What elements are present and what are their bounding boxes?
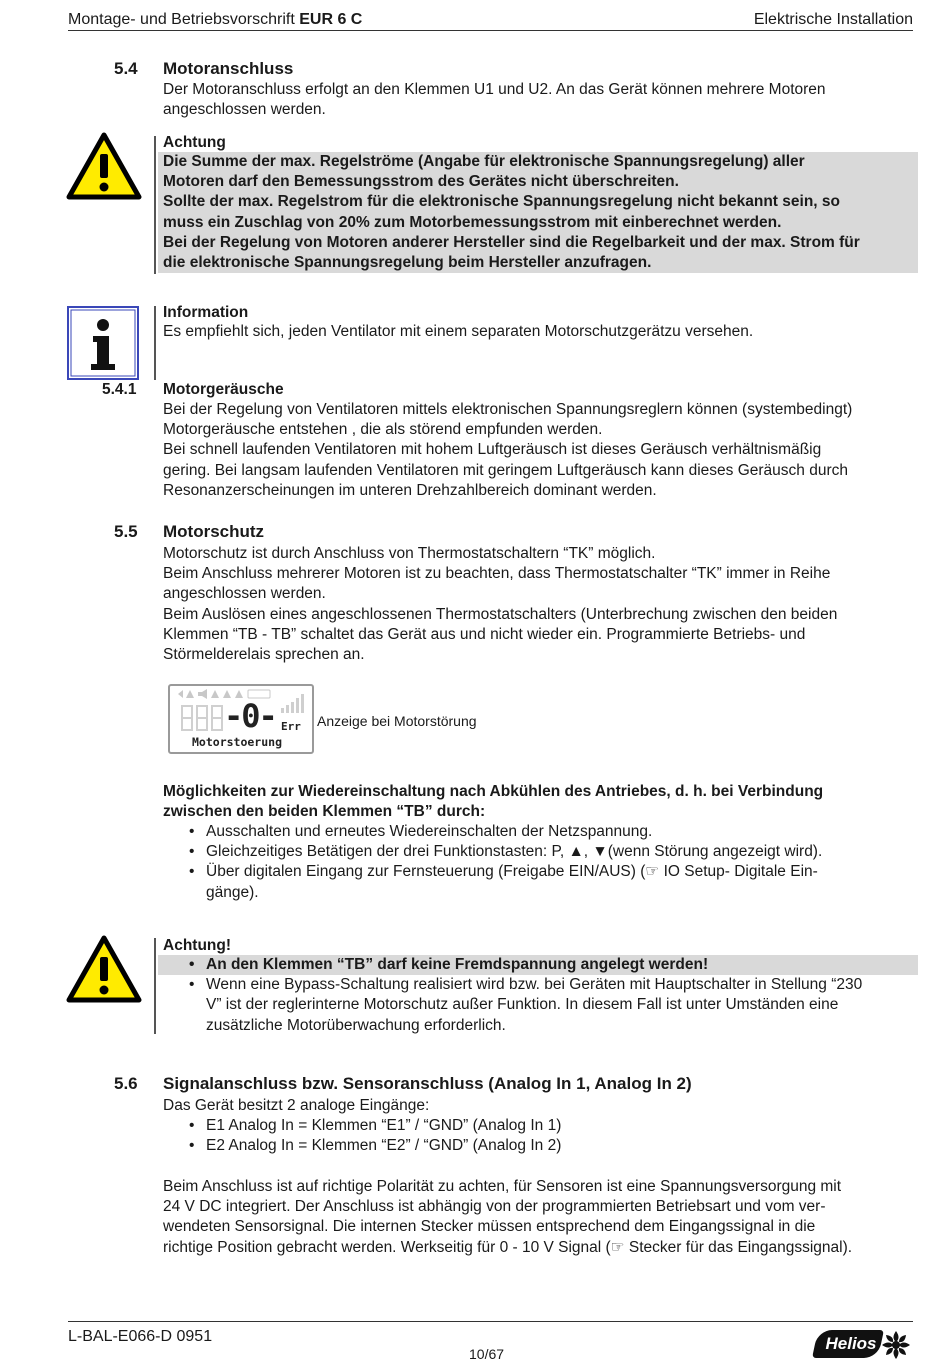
bullet: • xyxy=(189,863,195,881)
list-item-text: Ausschalten und erneutes Wiedereinschalten der Netzspannung. xyxy=(206,823,653,840)
section-text-5-6 xyxy=(163,1177,852,1258)
text-line: Bei der Regelung von Motoren anderer Hersteller sind die Regelbarkeit und der max. Strom für xyxy=(163,233,860,251)
info-icon xyxy=(67,306,139,380)
display-caption: Anzeige bei Motorstörung xyxy=(317,713,477,729)
list-item xyxy=(163,1116,923,1136)
list-item xyxy=(163,955,923,975)
section-text-5-4 xyxy=(163,80,826,120)
section-intro-5-6: Das Gerät besitzt 2 analoge Eingänge: xyxy=(163,1097,430,1114)
list-item xyxy=(163,842,923,862)
text-line: zwischen den beiden Klemmen “TB” durch: xyxy=(163,803,486,821)
list-item xyxy=(163,1136,923,1156)
section-title-5-5: Motorschutz xyxy=(163,522,265,541)
bullet: • xyxy=(189,1117,195,1134)
callout-bar xyxy=(154,306,156,380)
text-line: wendeten Sensorsignal. Die internen Stecker müssen entsprechend dem Eingangssignal in die xyxy=(163,1218,816,1236)
list-item xyxy=(163,862,923,902)
list-item-text: Über digitalen Eingang zur Fernsteuerung (Freigabe EIN/AUS) (☞ IO Setup- Digitale Ein- xyxy=(206,863,818,881)
section-number-5-4: 5.4 xyxy=(114,59,138,78)
list-item-text: Gleichzeitiges Betätigen der drei Funktionstasten: P, ▲, ▼(wenn Störung angezeigt wird). xyxy=(206,843,823,861)
header-doc-title: Montage- und Betriebsvorschrift xyxy=(68,11,295,28)
lcd-message: Motorstoerung xyxy=(192,735,283,749)
text-line: Möglichkeiten zur Wiedereinschaltung nach Abkühlen des Antriebes, d. h. bei Verbindung xyxy=(163,783,824,800)
section-number-5-5: 5.5 xyxy=(114,522,138,541)
bullet: • xyxy=(189,1137,195,1155)
section-number-5-6: 5.6 xyxy=(114,1074,138,1093)
bullet: • xyxy=(189,843,195,861)
text-line: Motoren darf den Bemessungsstrom des Gerätes nicht überschreiten. xyxy=(163,173,679,191)
lcd-ghost-digits-icon xyxy=(180,704,224,734)
header-model: EUR 6 C xyxy=(299,11,363,28)
section-title-5-4-1: Motorgeräusche xyxy=(163,381,284,398)
list-item-text: gänge). xyxy=(206,883,259,901)
section-title-5-4: Motoranschluss xyxy=(163,59,294,78)
text-line: gering. Bei langsam laufenden Ventilatoren mit geringem Luftgeräusch kann dieses Geräusch durch xyxy=(163,461,848,479)
text-line: Resonanzerscheinungen im unteren Drehzahlbereich dominant werden. xyxy=(163,481,657,499)
callout-bar xyxy=(154,136,156,274)
section-text-5-4-1 xyxy=(163,400,852,501)
text-line: muss ein Zuschlag von 20% zum Motorbemessungsstrom mit einberechnet werden. xyxy=(163,213,782,231)
warning-triangle-icon xyxy=(66,132,142,200)
list-item-text: An den Klemmen “TB” darf keine Fremdspannung angelegt werden! xyxy=(206,956,709,973)
footer-doc-number: L-BAL-E066-D 0951 xyxy=(68,1328,213,1345)
helios-logo xyxy=(815,1327,911,1361)
text-line: Sollte der max. Regelstrom für die elektronische Spannungsregelung nicht bekannt sein, so xyxy=(163,193,840,211)
list-item xyxy=(163,822,923,842)
list-item-text: E1 Analog In = Klemmen “E1” / “GND” (Analog In 1) xyxy=(206,1117,562,1134)
bullet: • xyxy=(189,956,195,973)
text-line: die elektronische Spannungsregelung beim Hersteller anzufragen. xyxy=(163,254,652,272)
list-item-text: V” ist der reglerinterne Motorschutz außer Funktion. In diesem Fall ist unter Umständen eine xyxy=(206,996,839,1014)
bullet: • xyxy=(189,976,195,994)
list-item xyxy=(163,975,923,1036)
warning-text xyxy=(163,152,860,273)
text-line: Bei schnell laufenden Ventilatoren mit hohem Luftgeräusch ist dieses Geräusch verhältnismäßig xyxy=(163,441,822,459)
restart-list xyxy=(163,822,923,903)
text-line: angeschlossen werden. xyxy=(163,585,326,603)
warning-heading: Achtung xyxy=(163,134,226,151)
callout-bar xyxy=(154,938,156,1034)
analog-input-list xyxy=(163,1116,923,1156)
text-line: Klemmen “TB - TB” schaltet das Gerät aus und nicht wieder ein. Programmierte Betriebs- und xyxy=(163,625,806,643)
section-text-5-5 xyxy=(163,544,837,665)
section-number-5-4-1: 5.4.1 xyxy=(102,381,137,398)
info-text: Es empfiehlt sich, jeden Ventilator mit einem separaten Motorschutzgerätzu versehen. xyxy=(163,323,754,340)
list-item-text: E2 Analog In = Klemmen “E2” / “GND” (Analog In 2) xyxy=(206,1137,562,1155)
text-line: Beim Auslösen eines angeschlossenen Thermostatschalters (Unterbrechung zwischen den beiden xyxy=(163,605,838,623)
text-line: Der Motoranschluss erfolgt an den Klemmen U1 und U2. An das Gerät können mehrere Motoren xyxy=(163,81,826,98)
motor-fault-display xyxy=(168,684,314,754)
list-item-text: Wenn eine Bypass-Schaltung realisiert wird bzw. bei Geräten mit Hauptschalter in Stellung “230 xyxy=(206,976,863,994)
text-line: Beim Anschluss mehrerer Motoren ist zu beachten, dass Thermostatschalter “TK” immer in Reihe xyxy=(163,565,831,583)
text-line: Motorschutz ist durch Anschluss von Thermostatschaltern “TK” möglich. xyxy=(163,545,656,562)
text-line: Störmelderelais sprechen an. xyxy=(163,646,365,664)
warning-list xyxy=(163,955,923,1036)
section-title-5-6: Signalanschluss bzw. Sensoranschluss (Analog In 1, Analog In 2) xyxy=(163,1074,692,1093)
text-line: Bei der Regelung von Ventilatoren mittels elektronischen Spannungsreglern können (systembedingt) xyxy=(163,401,853,418)
logo-fan-icon xyxy=(881,1330,911,1360)
warning-heading: Achtung! xyxy=(163,937,232,954)
lcd-err: Err xyxy=(281,720,301,733)
text-line: Beim Anschluss ist auf richtige Polarität zu achten, für Sensoren ist eine Spannungsversorgung mit xyxy=(163,1178,842,1195)
header-rule xyxy=(68,30,913,31)
text-line: Die Summe der max. Regelströme (Angabe für elektronische Spannungsregelung) aller xyxy=(163,153,805,170)
text-line: richtige Position gebracht werden. Werkseitig für 0 - 10 V Signal (☞ Stecker für das Eingangssignal). xyxy=(163,1238,853,1256)
bullet: • xyxy=(189,823,195,840)
list-item-text: zusätzliche Motorüberwachung erforderlich. xyxy=(206,1016,506,1034)
text-line: angeschlossen werden. xyxy=(163,101,326,119)
signal-bars-icon xyxy=(280,692,306,714)
warning-triangle-icon xyxy=(66,935,142,1003)
info-heading: Information xyxy=(163,304,249,321)
logo-text: Helios xyxy=(825,1334,877,1353)
text-line: Motorgeräusche entstehen , die als störend empfunden werden. xyxy=(163,421,603,439)
header-left xyxy=(68,11,362,29)
header-chapter: Elektrische Installation xyxy=(753,11,913,28)
footer-rule xyxy=(68,1321,913,1322)
lcd-value: -0- xyxy=(224,697,276,735)
text-line: 24 V DC integriert. Der Anschluss ist abhängig von der programmierten Betriebsart und vom ver- xyxy=(163,1198,826,1216)
page-number: 10/67 xyxy=(469,1346,505,1362)
restart-heading xyxy=(163,782,823,822)
